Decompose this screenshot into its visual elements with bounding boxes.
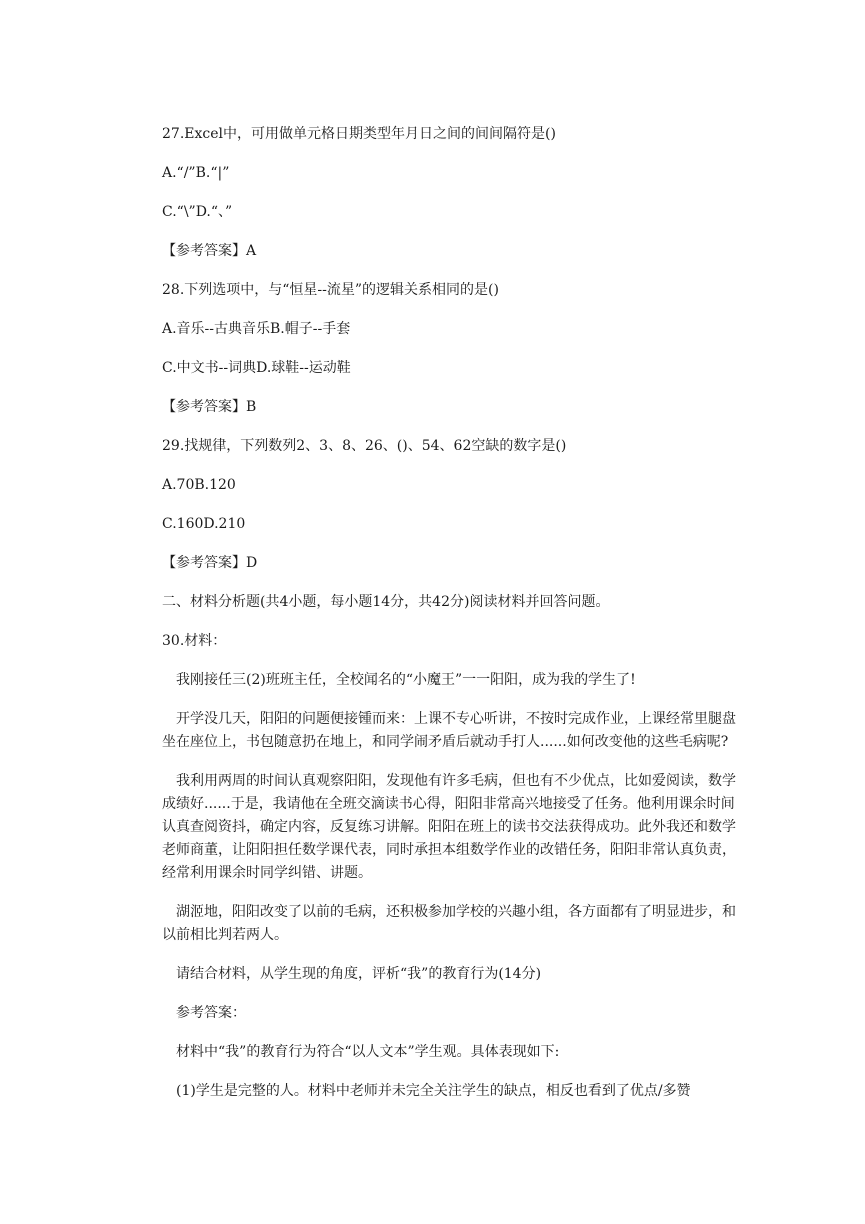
question-27: 27.Excel中，可用做单元格日期类型年月日之间的间间隔符是() <box>162 126 556 142</box>
question-28-options-ab: A.音乐--古典音乐B.帽子--手套 <box>162 321 351 337</box>
question-28-options-cd: C.中文书--词典D.球鞋--运动鞋 <box>162 360 351 376</box>
question-27-options-cd: C.“\”D.“、” <box>162 204 233 220</box>
answer-label: 参考答案： <box>162 1005 246 1021</box>
question-29-answer: 【参考答案】D <box>162 555 258 571</box>
material-paragraph: 开学没几天，阳阳的问题便接锺而来：上课不专心听讲，不按时完成作业，上课经常里腿盘坐在座位上，书包随意扔在地上，和同学闹矛盾后就动手打人......如何改变他的这些毛病呢? <box>162 711 736 750</box>
question-prompt: 请结合材料，从学生现的角度，评析“我”的教育行为(14分) <box>162 966 542 982</box>
question-29-options-ab: A.70B.120 <box>162 477 236 493</box>
question-29-options-cd: C.160D.210 <box>162 516 246 532</box>
question-28: 28.下列选项中，与“恒星--流星”的逻辑关系相同的是() <box>162 282 499 298</box>
question-27-answer: 【参考答案】A <box>162 243 257 259</box>
section-heading: 二、材料分析题(共4小题，每小题14分，共42分)阅读材料并回答问题。 <box>162 594 610 610</box>
question-30: 30.材料： <box>162 633 227 649</box>
question-27-options-ab: A.“/”B.“|” <box>162 165 230 181</box>
answer-paragraph: 材料中“我”的教育行为符合“以人文本”学生观。具体表现如下: <box>162 1044 560 1060</box>
material-paragraph: 湖洍地，阳阳改变了以前的毛病，还积极参加学校的兴趣小组，各方面都有了明显进步，和以前相比判若两人。 <box>162 904 736 943</box>
answer-paragraph: (1)学生是完整的人。材料中老师并未完全关注学生的缺点，相反也看到了优点/多赞 <box>162 1083 691 1099</box>
material-paragraph: 我刚接任三(2)班班主任，全校闻名的“小魔王”一一阳阳，成为我的学生了! <box>162 672 636 688</box>
question-29: 29.找规律，下列数列2、3、8、26、()、54、62空缺的数字是() <box>162 438 567 454</box>
material-paragraph: 我利用两周的时间认真观察阳阳，发现他有许多毛病，但也有不少优点，比如爱阅读，数学成绩好......于是，我请他在全班交滴读书心得，阳阳非常高兴地接受了任务。他利用课余时间认真查阅资抖，确定内容，反复练习讲解。阳阳在班上的读书交法获得成功。此外我还和数学老师商董，让阳阳担任数学课代表，同时承担本组数学作业的改错任务，阳阳非常认真负责，经常利用课余时同学纠错、讲题。 <box>162 773 736 881</box>
document-body <box>162 123 737 1119</box>
question-28-answer: 【参考答案】B <box>162 399 257 415</box>
